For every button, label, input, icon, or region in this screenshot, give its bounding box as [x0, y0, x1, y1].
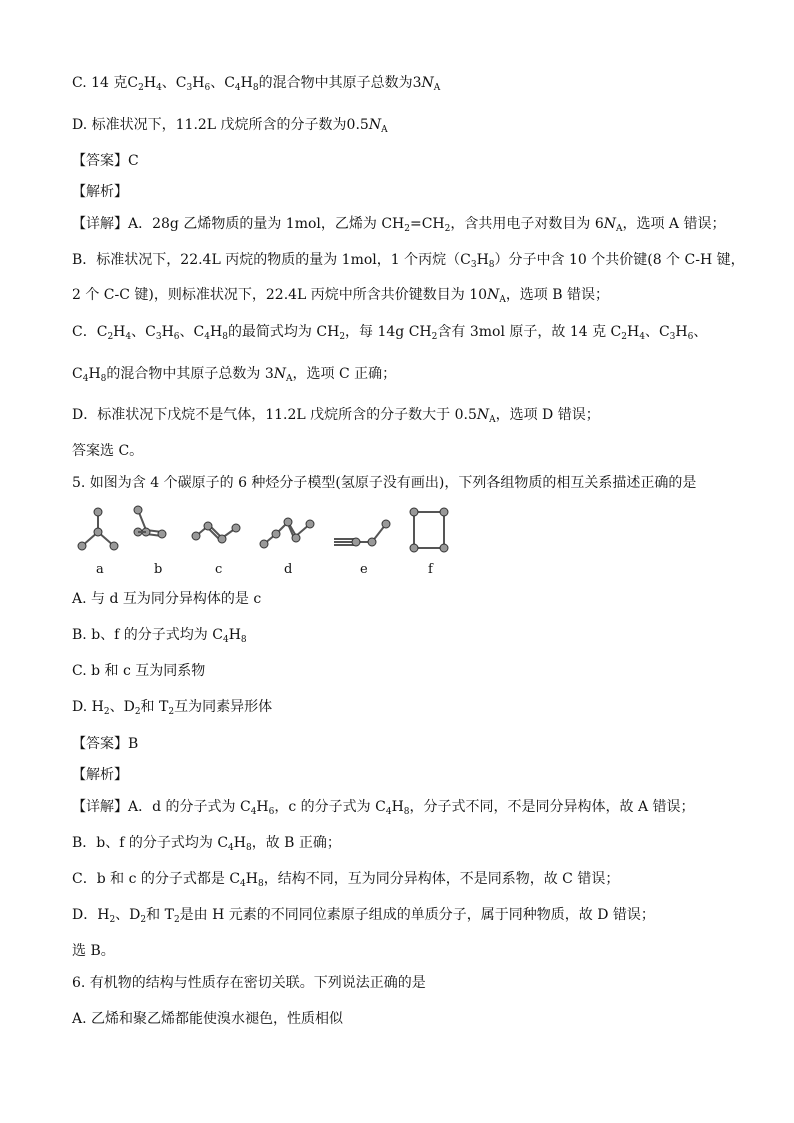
q5-option-a: A. 与 d 互为同分异构体的是 c	[72, 591, 262, 607]
q4-detail-a: 【详解】A．28g 乙烯物质的量为 1mol，乙烯为 $CH_2=CH_2$，含共用电子对数目为 $6N_A$，选项 A 错误；	[72, 216, 726, 234]
molecule-label-e: e	[360, 562, 368, 577]
molecule-label-b: b	[154, 562, 163, 577]
q6-option-a: A. 乙烯和聚乙烯都能使溴水褪色，性质相似	[72, 1011, 344, 1027]
q4-answer: 【答案】C	[72, 153, 139, 169]
q4-option-c: C. 14 克$C_2H_4$、$C_3H_6$、$C_4H_8$的混合物中其原子总数为$3N_A$	[72, 75, 441, 93]
q5-final-answer: 选 B。	[72, 943, 115, 959]
q5-answer: 【答案】B	[72, 736, 139, 752]
molecule-e	[330, 502, 394, 554]
molecule-label-c: c	[215, 562, 223, 577]
molecule-label-a: a	[96, 562, 104, 577]
q5-option-b: B. b、f 的分子式均为 $C_4H_8$	[72, 627, 247, 645]
q5-option-c: C. b 和 c 互为同系物	[72, 663, 206, 679]
molecule-f	[404, 502, 456, 558]
molecule-b	[130, 502, 174, 554]
q5-detail-b: B．b、f 的分子式均为 $C_4H_8$，故 B 正确；	[72, 835, 341, 853]
q4-detail-c-1: C．$C_2H_4$、$C_3H_6$、$C_4H_8$的最简式均为 $CH_2$，每 14g $CH_2$含有 3mol 原子，故 14 克 $C_2H_4$、$C_3H_6$、	[72, 324, 708, 342]
q5-stem: 5. 如图为含 4 个碳原子的 6 种烃分子模型(氢原子没有画出)，下列各组物质的相互关系描述正确的是	[72, 475, 697, 491]
molecule-a	[76, 502, 120, 554]
q4-detail-d: D．标准状况下戊烷不是气体，11.2L 戊烷所含的分子数大于 $0.5N_A$，选项 D 错误；	[72, 407, 600, 425]
molecule-label-d: d	[284, 562, 293, 577]
q4-detail-b-2: 2 个 C-C 键)，则标准状况下，22.4L 丙烷中所含共价键数目为 $10N_A$，选项 B 错误；	[72, 287, 610, 305]
q4-detail-c-2: $C_4H_8$的混合物中其原子总数为 $3N_A$，选项 C 正确；	[72, 366, 397, 384]
q4-detail-b-1: B．标准状况下，22.4L 丙烷的物质的量为 1mol，1 个丙烷$(C_3H_8)$分子中含 10 个共价键(8 个 C-H 键，	[72, 252, 745, 270]
q4-final-answer: 答案选 C。	[72, 443, 144, 459]
q5-analysis-heading: 【解析】	[72, 767, 128, 783]
molecule-label-f: f	[428, 562, 433, 577]
q5-option-d: D. $H_2$、$D_2$和 $T_2$互为同素异形体	[72, 699, 273, 717]
q4-analysis-heading: 【解析】	[72, 184, 128, 200]
q4-option-d: D. 标准状况下，11.2L 戊烷所含的分子数为$0.5N_A$	[72, 117, 388, 135]
q5-detail-d: D．$H_2$、$D_2$和 $T_2$是由 H 元素的不同同位素原子组成的单质分子，属于同种物质，故 D 错误；	[72, 907, 655, 925]
q6-stem: 6. 有机物的结构与性质存在密切关联。下列说法正确的是	[72, 975, 426, 991]
q5-detail-c: C．b 和 c 的分子式都是 $C_4H_8$，结构不同，互为同分异构体，不是同系物，故 C 错误；	[72, 871, 620, 889]
molecule-c	[190, 502, 242, 554]
q5-detail-a: 【详解】A．d 的分子式为 $C_4H_6$，c 的分子式为 $C_4H_8$，分子式不同，不是同分异构体，故 A 错误；	[72, 799, 695, 817]
molecule-d	[258, 502, 316, 554]
